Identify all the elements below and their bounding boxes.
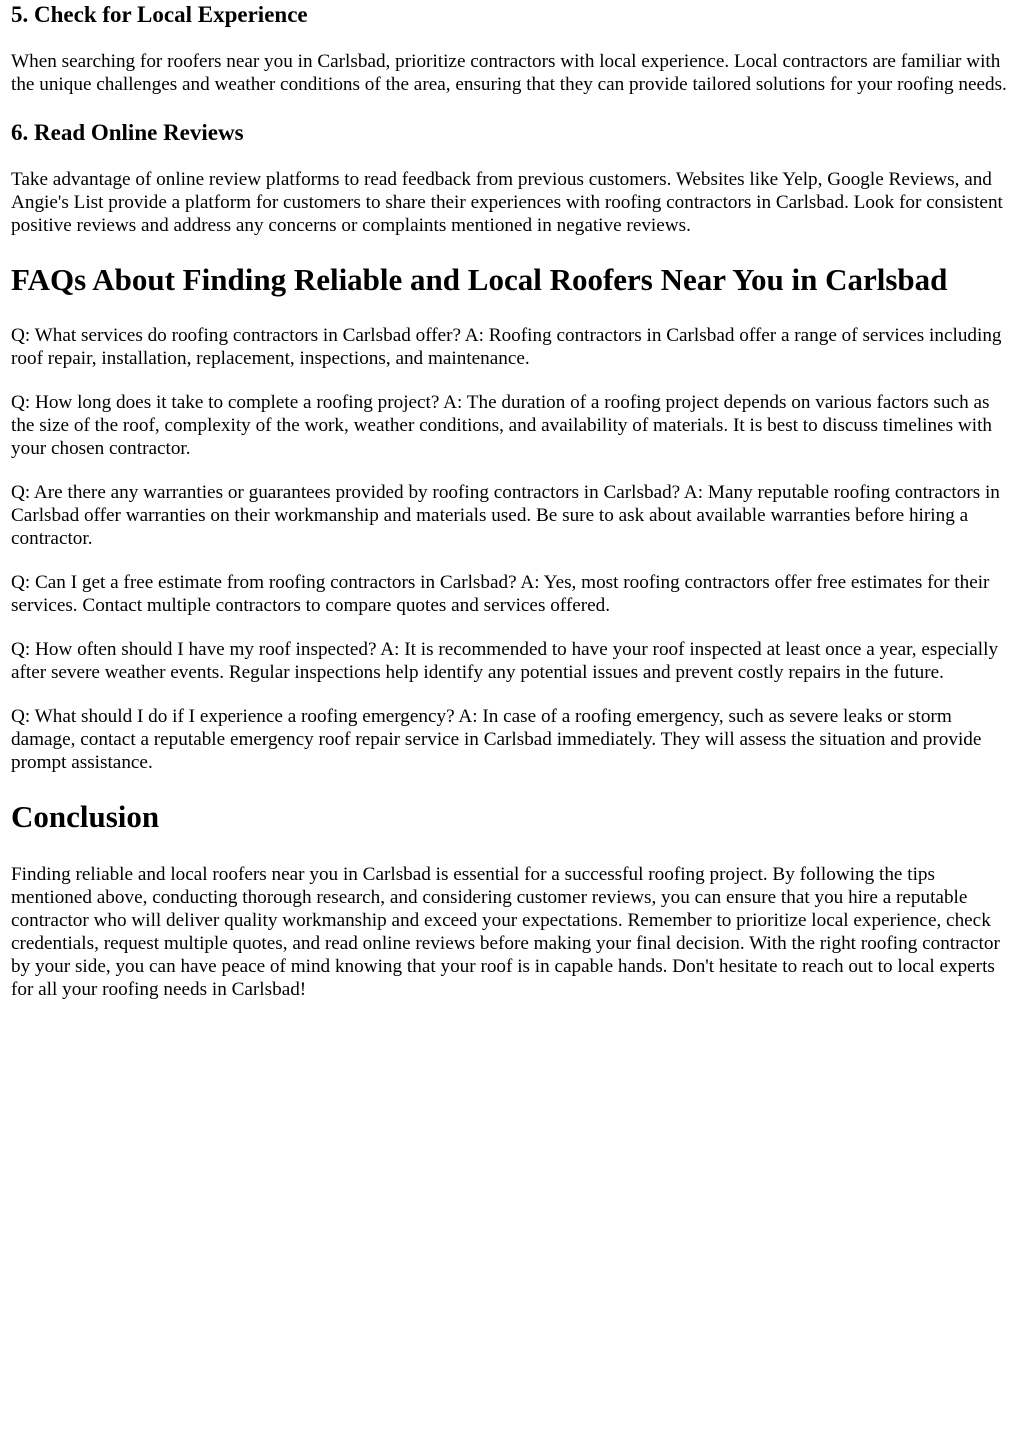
faq-item-services: Q: What services do roofing contractors in Carlsbad offer? A: Roofing contractors in Carlsbad offer a range of services including roof repair, installation, replacement, inspections, and maintenance.: [11, 325, 1002, 369]
conclusion-body: Finding reliable and local roofers near you in Carlsbad is essential for a successful roofing project. By following the tips mentioned above, conducting thorough research, and considering customer reviews, you can ensure that you hire a reputable contractor who will deliver quality workmanship and exceed your expectations. Remember to prioritize local experience, check credentials, request multiple quotes, and read online reviews before making your final decision. With the right roofing contractor by your side, you can have peace of mind knowing that your roof is in capable hands. Don't hesitate to reach out to local experts for all your roofing needs in Carlsbad!: [11, 864, 1000, 1000]
section-heading-local-experience: 5. Check for Local Experience: [11, 2, 308, 27]
faq-item-free-estimate: Q: Can I get a free estimate from roofing contractors in Carlsbad? A: Yes, most roofing contractors offer free estimates for their services. Contact multiple contractors to compare quotes and services offered.: [11, 572, 990, 616]
faqs-heading: FAQs About Finding Reliable and Local Roofers Near You in Carlsbad: [11, 262, 948, 297]
section-body-local-experience: When searching for roofers near you in Carlsbad, prioritize contractors with local experience. Local contractors are familiar with the unique challenges and weather conditions of the area, ensuring that they can provide tailored solutions for your roofing needs.: [11, 51, 1007, 95]
section-body-online-reviews: Take advantage of online review platforms to read feedback from previous customers. Websites like Yelp, Google Reviews, and Angie's List provide a platform for customers to share their experiences with roofing contractors in Carlsbad. Look for consistent positive reviews and address any concerns or complaints mentioned in negative reviews.: [11, 169, 1003, 236]
conclusion-heading: Conclusion: [11, 799, 160, 834]
faq-item-emergency: Q: What should I do if I experience a roofing emergency? A: In case of a roofing emergency, such as severe leaks or storm damage, contact a reputable emergency roof repair service in Carlsbad immediately. They will assess the situation and provide prompt assistance.: [11, 706, 982, 773]
faq-item-inspection-frequency: Q: How often should I have my roof inspected? A: It is recommended to have your roof inspected at least once a year, especially after severe weather events. Regular inspections help identify any potential issues and prevent costly repairs in the future.: [11, 639, 999, 683]
faq-item-warranties: Q: Are there any warranties or guarantees provided by roofing contractors in Carlsbad? A: Many reputable roofing contractors in Carlsbad offer warranties on their workmanship and materials used. Be sure to ask about available warranties before hiring a contractor.: [11, 482, 1000, 549]
section-heading-online-reviews: 6. Read Online Reviews: [11, 120, 244, 145]
article-page: [0, 1, 1024, 1447]
faq-item-duration: Q: How long does it take to complete a roofing project? A: The duration of a roofing project depends on various factors such as the size of the roof, complexity of the work, weather conditions, and availability of materials. It is best to discuss timelines with your chosen contractor.: [11, 392, 992, 459]
